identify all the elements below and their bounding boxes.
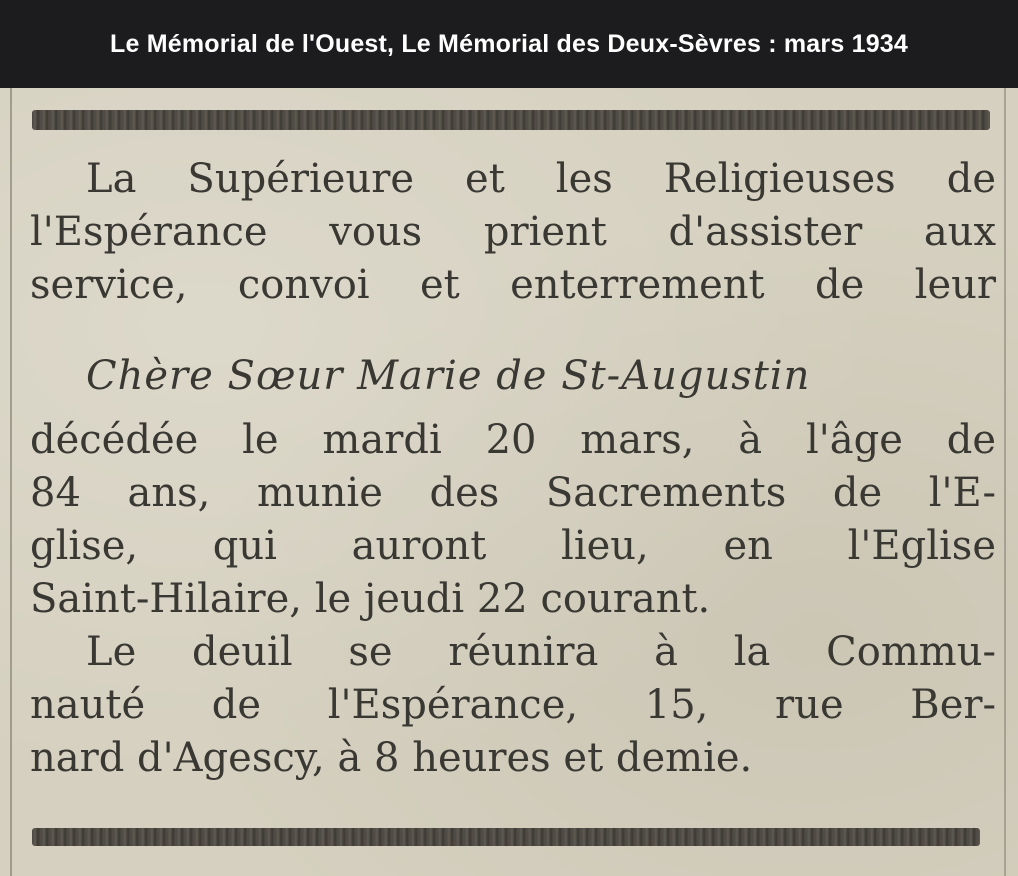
text-line: La Supérieure et les Religieuses de (86, 156, 996, 202)
text-line: décédée le mardi 20 mars, à l'âge de (30, 417, 996, 463)
newspaper-clipping (0, 88, 1018, 876)
column-rule-right (1004, 88, 1006, 876)
top-separator-rule (32, 110, 990, 130)
text-line: l'Espérance vous prient d'assister aux (30, 209, 996, 255)
title-bar (0, 0, 1018, 88)
column-rule-left (10, 88, 12, 876)
text-line: nauté de l'Espérance, 15, rue Ber- (30, 682, 996, 728)
text-line: glise, qui auront lieu, en l'Eglise (30, 523, 996, 569)
page-title: Le Mémorial de l'Ouest, Le Mémorial des Deux-Sèvres : mars 1934 (109, 29, 909, 58)
paragraph-details (30, 414, 996, 785)
text-line: 84 ans, munie des Sacrements de l'E- (30, 470, 996, 516)
text-line: Le deuil se réunira à la Commu- (86, 629, 996, 675)
text-line: Saint-Hilaire, le jeudi 22 courant. (30, 576, 711, 622)
bottom-separator-rule (32, 828, 980, 846)
paragraph-invitation (30, 153, 996, 312)
name-line: Chère Sœur Marie de St-Augustin (86, 353, 811, 399)
deceased-name (30, 350, 996, 403)
text-line: nard d'Agescy, à 8 heures et demie. (30, 735, 753, 781)
text-line: service, convoi et enterrement de leur (30, 262, 996, 308)
